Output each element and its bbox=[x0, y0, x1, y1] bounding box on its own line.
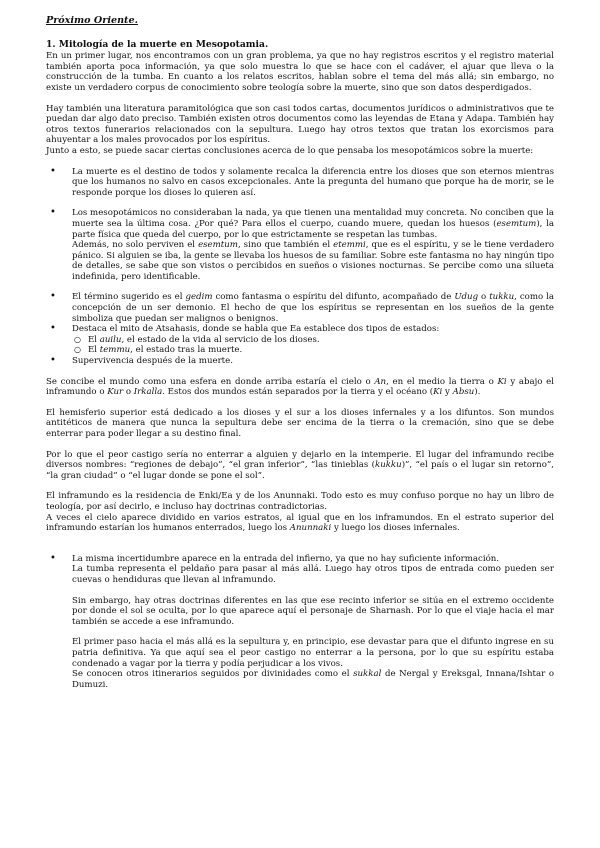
paragraph-hemispheres: El hemisferio superior está dedicado a los dioses y el sur a los dioses infernales y a los difuntos. Son mundos antitéticos de manera que nunca la sepultura debe ser encima de la tierra o la cremación, sino que se debe enterrar para poder llegar a su destino final. bbox=[46, 407, 554, 439]
bullet-survival bbox=[46, 356, 554, 367]
bullet-list-beliefs bbox=[46, 167, 554, 367]
bullet-text: • Destaca el mito de Atsahasis, donde se habla que Ea establece dos tipos de estados: bbox=[72, 324, 440, 335]
paragraph-enki: El inframundo es la residencia de Enki/Ea y de los Anunnaki. Todo esto es muy confuso porque no hay un libro de teología, por así decirlo, e incluso hay doctrinas contradictorias. bbox=[46, 491, 554, 512]
sub-item-temmu: ○ El temmu, el estado tras la muerte. bbox=[72, 345, 554, 356]
sub-item-auilu: ○ El auilu, el estado de la vida al servicio de los dioses. bbox=[72, 335, 554, 346]
section-heading: 1. Mitología de la muerte en Mesopotamia. bbox=[46, 38, 269, 50]
paragraph-underworld-names: Por lo que el peor castigo sería no enterrar a alguien y dejarlo en la intemperie. El lugar del inframundo recibe diversos nombres: “regiones de debajo”, “el gran inferior”, “las tinieblas (kukku)”, “el país o el lugar sin retorno”, “la gran ciudad” o “el lugar donde se pone el sol”. bbox=[46, 449, 554, 481]
bullet-death-destiny bbox=[46, 167, 554, 199]
bullet-text: • Los mesopotámicos no consideraban la nada, ya que tienen una mentalidad muy concreta. No conciben que la muerte sea la última cosa. ¿Por qué? Para ellos el cuerpo, cuando muere, quedan los huesos (esemtum), la parte física que queda del cuerpo, por lo que estrictamente se respetan las tumbas. bbox=[72, 208, 554, 240]
bullet-gedim bbox=[46, 292, 554, 324]
bullet-text-burial: El primer paso hacia el más allá es la sepultura y, en principio, ese devastar para que el difunto ingrese en su patria definitiva. Ya que aquí sea el peor castigo no enterrar a la persona, por lo que su espíritu estaba condenado a vagar por la tierra y podía perjudicar a los vivos. bbox=[72, 637, 554, 669]
bullet-text: • El término sugerido es el gedim como fantasma o espíritu del difunto, acompañado de Udug o tukku, como la concepción de un ser demonio. El hecho de que los espíritus se representan en los sueños de la gente simboliza que puedan ser malignos o benignos. bbox=[72, 292, 554, 324]
bullet-text: • Supervivencia después de la muerte. bbox=[72, 356, 233, 367]
bullet-entrance bbox=[46, 554, 554, 691]
bullet-text-continued: Además, no solo perviven el esemtum, sino que también el etemmi, que es el espíritu, y se le tiene verdadero pánico. Si alguien se iba, la gente se llevaba los huesos de su familiar. Sobre este fantasma no hay ningún tipo de detalles, se sabe que son vistos o percibidos en sueños o visiones nocturnas. Se percibe como una silueta indefinida, pero identificable. bbox=[72, 240, 554, 282]
bullet-text: • La misma incertidumbre aparece en la entrada del infierno, ya que no hay suficiente información. bbox=[72, 553, 500, 564]
bullet-atsahasis bbox=[46, 324, 554, 356]
paragraph-paramythological: Hay también una literatura paramitológica que son casi todos cartas, documentos jurídicos o administrativos que te puedan dar algo dato preciso. También existen otros documentos como las leyendas de Etana y Adapa. También hay otros textos funerarios relacionados con la sepultura. Luego hay otros textos que tratan los exorcismos para ahuyentar a los males provocados por los espíritus. bbox=[46, 103, 554, 146]
bullet-bones bbox=[46, 208, 554, 282]
bullet-text: • La muerte es el destino de todos y solamente recalca la diferencia entre los dioses que son eternos mientras que los humanos no salvo en casos excepcionales. Ante la pregunta del humano que porque ha de morir, se le responde porque los dioses lo quieren así. bbox=[72, 166, 554, 198]
paragraph-conclusions: Junto a esto, se puede sacar ciertas conclusiones acerca de lo que pensaba los mesopotámicos sobre la muerte: bbox=[46, 145, 534, 156]
sub-list-states bbox=[72, 335, 554, 356]
paragraph-world-sphere: Se concibe el mundo como una esfera en donde arriba estaría el cielo o An, en el medio la tierra o Ki y abajo el inframundo o Kur o Irkalla. Estos dos mundos están separados por la tierra y el océano (Ki y Absu). bbox=[46, 376, 554, 398]
bullet-list-entrance bbox=[46, 554, 554, 691]
bullet-text-itineraries: Se conocen otros itinerarios seguidos por divinidades como el sukkal de Nergal y Ereksgal, Innana/Ishtar o Dumuzi. bbox=[72, 669, 554, 690]
bullet-text-tomb: La tumba representa el peldaño para pasar al más allá. Luego hay otros tipos de entrada como pueden ser cuevas o hendiduras que llevan al inframundo. bbox=[72, 564, 554, 585]
paragraph-strata: A veces el cielo aparece dividido en varios estratos, al igual que en los inframundos. En el estrato superior del inframundo estarían los humanos enterrados, luego los Anunnaki y luego los dioses infernales. bbox=[46, 512, 554, 534]
bullet-text-west: Sin embargo, hay otras doctrinas diferentes en las que ese recinto inferior se sitúa en el extremo occidente por donde el sol se oculta, por lo que aparece aquí el personaje de Sharnash. Por lo que el viaje hacia el mar también se accede a ese inframundo. bbox=[72, 595, 554, 627]
document-title: Próximo Oriente. bbox=[46, 15, 138, 26]
paragraph-intro: En un primer lugar, nos encontramos con un gran problema, ya que no hay registros escritos y el registro material también aporta poca información, ya que solo muestra lo que se hace con el cadáver, el ajuar que lleva o la construcción de la tumba. En cuanto a los relatos escritos, hablan sobre el tema del más allá; sin embargo, no existe un verdadero corpus de conocimiento sobre teología sobre la muerte, sino que son datos desperdigados. bbox=[46, 51, 554, 93]
